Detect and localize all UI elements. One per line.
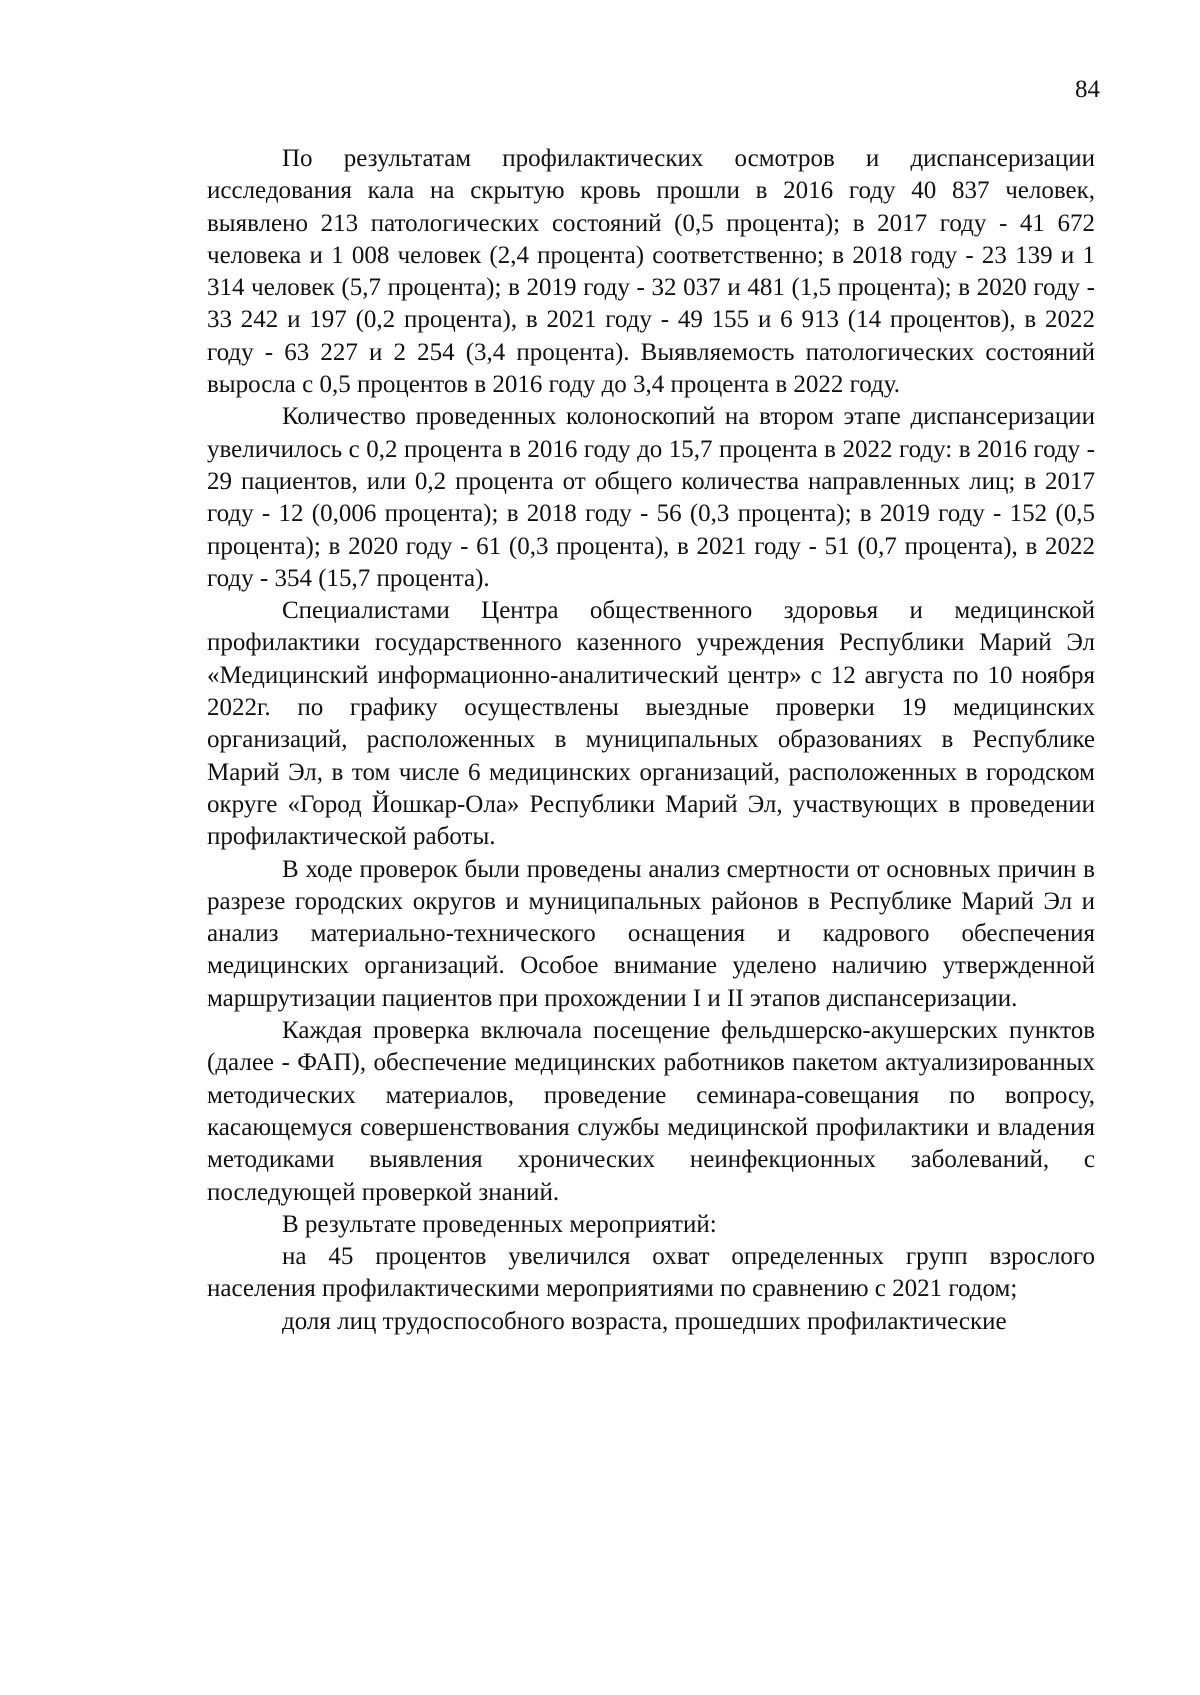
paragraph-working-age-share: доля лиц трудоспособного возраста, прошедших профилактические [282, 1307, 1007, 1335]
page-number: 84 [1075, 76, 1100, 103]
paragraph-inspection-analysis: В ходе проверок были проведены анализ смертности от основных причин в разрезе городских округов и муниципальных районов в Республике Марий Эл и анализ материально-технического оснащения и кадрового обеспечения медицинских организаций. Особое внимание уделено наличию утвержденной маршрутизации пациентов при прохождении I и II этапов диспансеризации. [207, 855, 1095, 1012]
body-text [207, 143, 1095, 1338]
paragraph-fecal-occult-blood-tests: По результатам профилактических осмотров и диспансеризации исследования кала на скрытую кровь прошли в 2016 году 40 837 человек, выявлено 213 патологических состояний (0,5 процента); в 2017 году - 41 672 человека и 1 008 человек (2,4 процента) соответственно; в 2018 году - 23 139 и 1 314 человек (5,7 процента); в 2019 году - 32 037 и 481 (1,5 процента); в 2020 году - 33 242 и 197 (0,2 процента), в 2021 году - 49 155 и 6 913 (14 процентов), в 2022 году - 63 227 и 2 254 (3,4 процента). Выявляемость патологических состояний выросла с 0,5 процентов в 2016 году до 3,4 процента в 2022 году. [207, 145, 1095, 399]
paragraph-results-intro: В результате проведенных мероприятий: [282, 1210, 717, 1238]
paragraph-colonoscopies: Количество проведенных колоноскопий на втором этапе диспансеризации увеличилось с 0,2 процента в 2016 году до 15,7 процента в 2022 году: в 2016 году - 29 пациентов, или 0,2 процента от общего количества направленных лиц; в 2017 году - 12 (0,006 процента); в 2018 году - 56 (0,3 процента); в 2019 году - 152 (0,5 процента); в 2020 году - 61 (0,3 процента), в 2021 году - 51 (0,7 процента), в 2022 году - 354 (15,7 процента). [207, 403, 1095, 592]
paragraph-field-inspections: Специалистами Центра общественного здоровья и медицинской профилактики государственного казенного учреждения Республики Марий Эл «Медицинский информационно-аналитический центр» с 12 августа по 10 ноября 2022г. по графику осуществлены выездные проверки 19 медицинских организаций, расположенных в муниципальных образованиях в Республике Марий Эл, в том числе 6 медицинских организаций, расположенных в городском округе «Город Йошкар-Ола» Республики Марий Эл, участвующих в проведении профилактической работы. [207, 597, 1095, 851]
paragraph-coverage-increase: на 45 процентов увеличился охват определенных групп взрослого населения профилактическими мероприятиями по сравнению с 2021 годом; [207, 1243, 1095, 1303]
paragraph-inspection-contents: Каждая проверка включала посещение фельдшерско-акушерских пунктов (далее - ФАП), обеспечение медицинских работников пакетом актуализированных методических материалов, проведение семинара-совещания по вопросу, касающемуся совершенствования службы медицинской профилактики и владения методиками выявления хронических неинфекционных заболеваний, с последующей проверкой знаний. [207, 1017, 1095, 1206]
